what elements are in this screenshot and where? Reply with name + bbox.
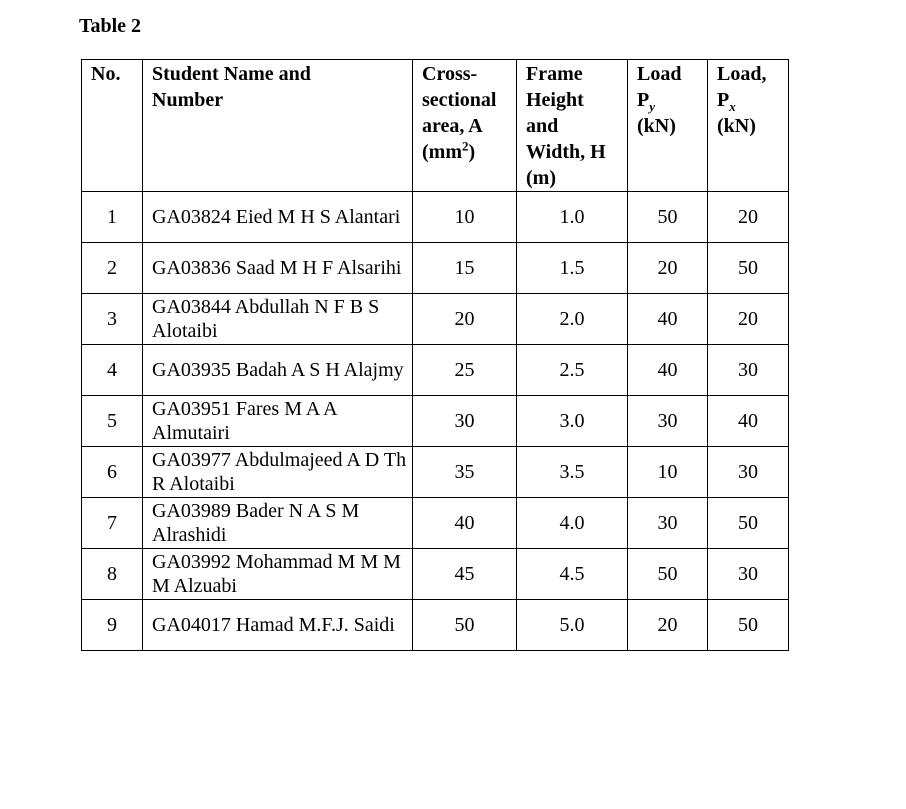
cell-load-px: 40 <box>708 396 789 447</box>
cell-load-py: 40 <box>628 294 708 345</box>
cell-load-px: 20 <box>708 294 789 345</box>
cell-student: GA03989 Bader N A S M Alrashidi <box>143 498 413 549</box>
header-load-px-symbol: P <box>717 89 730 111</box>
cell-no: 4 <box>82 345 143 396</box>
cell-no: 6 <box>82 447 143 498</box>
cell-frame: 1.5 <box>517 243 628 294</box>
cell-frame: 2.5 <box>517 345 628 396</box>
cell-student: GA03824 Eied M H S Alantari <box>143 192 413 243</box>
header-area-unit-exp: 2 <box>461 138 469 154</box>
cell-no: 9 <box>82 600 143 651</box>
cell-frame: 3.0 <box>517 396 628 447</box>
cell-no: 7 <box>82 498 143 549</box>
header-area-label: Cross-sectional area, A <box>422 63 497 137</box>
cell-load-px: 20 <box>708 192 789 243</box>
header-load-px-unit: (kN) <box>717 115 756 137</box>
cell-area: 30 <box>413 396 517 447</box>
header-area-unit-close: ) <box>468 141 476 163</box>
cell-student: GA03935 Badah A S H Alajmy <box>143 345 413 396</box>
table-row <box>82 243 789 294</box>
cell-area: 40 <box>413 498 517 549</box>
cell-student: GA03977 Abdulmajeed A D Th R Alotaibi <box>143 447 413 498</box>
cell-load-px: 30 <box>708 345 789 396</box>
table-row <box>82 498 789 549</box>
cell-load-px: 50 <box>708 243 789 294</box>
cell-frame: 2.0 <box>517 294 628 345</box>
header-area-unit-base: (mm <box>422 141 462 163</box>
header-load-py-symbol: P <box>637 89 650 111</box>
cell-load-py: 20 <box>628 243 708 294</box>
cell-load-px: 50 <box>708 498 789 549</box>
table-row <box>82 549 789 600</box>
table-row <box>82 600 789 651</box>
table-caption: Table 2 <box>79 15 142 37</box>
cell-student: GA03992 Mohammad M M M M Alzuabi <box>143 549 413 600</box>
cell-load-py: 30 <box>628 396 708 447</box>
cell-frame: 5.0 <box>517 600 628 651</box>
cell-no: 8 <box>82 549 143 600</box>
header-no: No. <box>82 60 143 192</box>
cell-student: GA04017 Hamad M.F.J. Saidi <box>143 600 413 651</box>
table-row <box>82 396 789 447</box>
header-load-px-label: Load, <box>717 63 767 85</box>
cell-frame: 1.0 <box>517 192 628 243</box>
cell-no: 1 <box>82 192 143 243</box>
cell-area: 15 <box>413 243 517 294</box>
cell-load-py: 30 <box>628 498 708 549</box>
cell-no: 3 <box>82 294 143 345</box>
cell-frame: 3.5 <box>517 447 628 498</box>
header-load-px-sub: x <box>729 99 736 114</box>
cell-area: 35 <box>413 447 517 498</box>
cell-area: 25 <box>413 345 517 396</box>
cell-load-py: 50 <box>628 549 708 600</box>
cell-student: GA03844 Abdullah N F B S Alotaibi <box>143 294 413 345</box>
cell-load-px: 30 <box>708 549 789 600</box>
header-load-py-label: Load <box>637 63 682 85</box>
cell-student: GA03836 Saad M H F Alsarihi <box>143 243 413 294</box>
cell-frame: 4.0 <box>517 498 628 549</box>
cell-load-py: 40 <box>628 345 708 396</box>
header-load-py-unit: (kN) <box>637 115 676 137</box>
header-area <box>413 60 517 192</box>
cell-area: 10 <box>413 192 517 243</box>
header-load-px <box>708 60 789 192</box>
cell-no: 2 <box>82 243 143 294</box>
header-load-py-sub: y <box>649 99 655 114</box>
cell-student: GA03951 Fares M A A Almutairi <box>143 396 413 447</box>
cell-area: 20 <box>413 294 517 345</box>
header-frame: Frame Height and Width, H (m) <box>517 60 628 192</box>
header-student: Student Name and Number <box>143 60 413 192</box>
cell-load-py: 10 <box>628 447 708 498</box>
table-row <box>82 447 789 498</box>
cell-frame: 4.5 <box>517 549 628 600</box>
table-row <box>82 192 789 243</box>
cell-load-px: 30 <box>708 447 789 498</box>
table-header-row <box>82 60 789 192</box>
header-load-py <box>628 60 708 192</box>
cell-no: 5 <box>82 396 143 447</box>
cell-load-py: 50 <box>628 192 708 243</box>
cell-area: 45 <box>413 549 517 600</box>
student-load-table <box>81 59 789 651</box>
cell-load-py: 20 <box>628 600 708 651</box>
cell-area: 50 <box>413 600 517 651</box>
cell-load-px: 50 <box>708 600 789 651</box>
table-row <box>82 294 789 345</box>
table-row <box>82 345 789 396</box>
